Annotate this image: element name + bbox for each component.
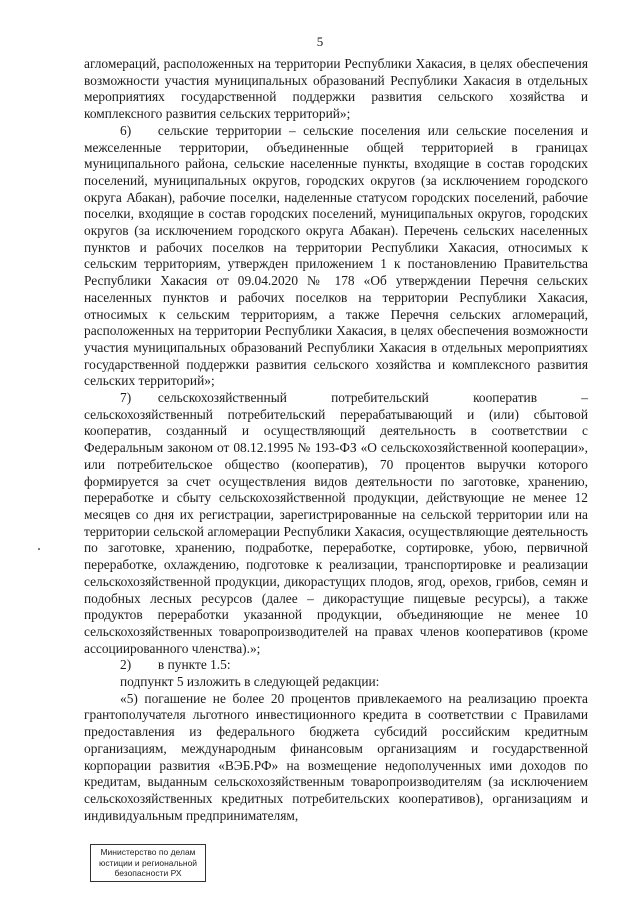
paragraph-subpoint-5: «5) погашение не более 20 процентов привлекаемого на реализацию проекта грантополучателя льготного инвестиционного кредита в соответствии с Правилами предоставления из федерального бюджета субсидий российским кредитным организациям, международным финансовым организациям и государственной корпорации развития «ВЭБ.РФ» на возмещение недополученных ими доходов по кредитам, выданным сельскохозяйственным товаропроизводителям (за исключением сельскохозяйственных кредитных потребительских кооперативов), организациям и индивидуальным предпринимателям, [84, 690, 588, 823]
paragraph-continuation: агломераций, расположенных на территории Республики Хакасия, в целях обеспечения возможности участия муниципальных образований Республики Хакасия в отдельных мероприятиях государственной поддержки развития сельского хозяйства и комплексного развития сельских территорий»; [84, 56, 588, 122]
paragraph-subpoint-instruction: подпункт 5 изложить в следующей редакции: [120, 674, 380, 690]
paragraph-item-2: 2) в пункте 1.5: [120, 657, 231, 673]
scan-speck [38, 548, 40, 550]
paragraph-item-6: 6) сельские территории – сельские поселения или сельские поселения и межселенные территории, объединенные общей территорией в границах муниципального района, сельские населенные пункты, входящие в состав городских поселений, муниципальных округов, городских округов (за исключением городского округа Абакан), рабочие поселки, наделенные статусом городских поселений, рабочие поселки, входящие в состав городских поселений, муниципальных округов, городских округов (за исключением городского округа Абакан). Перечень сельских населенных пунктов и рабочих поселков на территории Республики Хакасия, относимых к сельским территориям, утвержден приложением 1 к постановлению Правительства Республики Хакасия от 09.04.2020 № 178 «Об утверждении Перечня сельских населенных пунктов и рабочих поселков на территории Республики Хакасия, относимых к сельским территориям, а также Перечня сельских агломераций, расположенных на территории Республики Хакасия, в целях обеспечения возможности участия муниципальных образований Республики Хакасия в отдельных мероприятиях государственной поддержки развития сельского хозяйства и комплексного развития сельских территорий»; [84, 122, 588, 389]
stamp-line-1: Министерство по делам [100, 847, 196, 857]
paragraph-item-7: 7) сельскохозяйственный потребительский кооператив – сельскохозяйственный потребительский перерабатывающий и (или) сбытовой кооператив, созданный и осуществляющий деятельность в соответствии с Федеральным законом от 08.12.1995 № 193-ФЗ «О сельскохозяйственной кооперации», или потребительское общество (кооператив), 70 процентов выручки которого формируется за счет осуществления видов деятельности по заготовке, хранению, переработке и сбыту сельскохозяйственной продукции, действующие не менее 12 месяцев со дня их регистрации, зарегистрированные на сельской территории или на территории сельской агломерации Республики Хакасия, осуществляющие деятельность по заготовке, хранению, подработке, переработке, сортировке, убою, первичной переработке, охлаждению, подготовке к реализации, транспортировке и реализации сельскохозяйственной продукции, дикорастущих плодов, ягод, орехов, грибов, семян и подобных лесных ресурсов (далее – дикорастущие пищевые ресурсы), а также продуктов переработки указанной продукции, объединяющие не менее 10 сельскохозяйственных товаропроизводителей на правах членов кооперативов (кроме ассоциированного членства).»; [84, 390, 588, 656]
stamp-line-3: безопасности РХ [114, 868, 182, 878]
document-body [84, 56, 588, 824]
page-number: 5 [316, 34, 324, 49]
stamp-line-2: юстиции и региональной [98, 857, 198, 868]
ministry-stamp [90, 844, 206, 882]
